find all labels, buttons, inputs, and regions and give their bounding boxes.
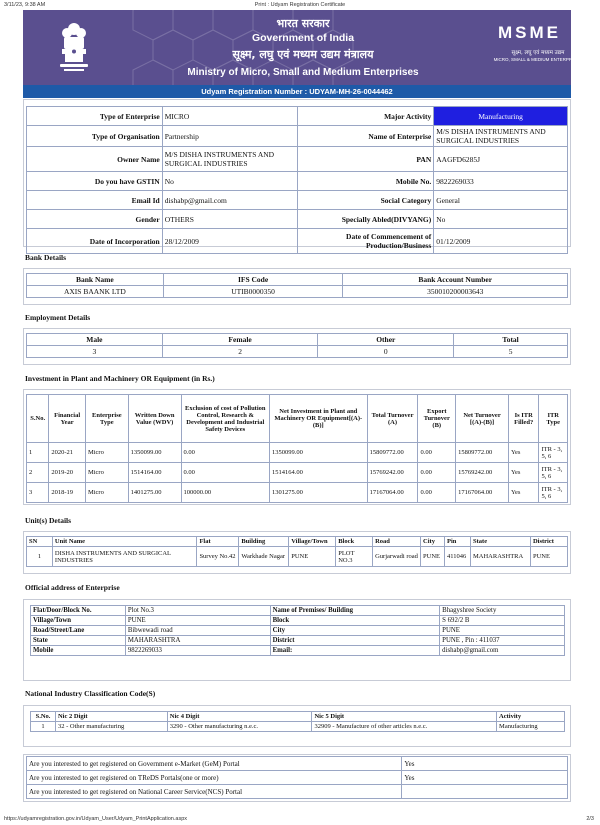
bank-details-heading: Bank Details <box>25 253 67 262</box>
export-turnover-header: Export Turnover (B) <box>418 395 456 443</box>
address-value: MAHARASHTRA <box>125 636 270 646</box>
type-of-enterprise-value: MICRO <box>162 107 298 126</box>
unit-cell: PUNE <box>530 547 567 567</box>
unit-flat-header: Flat <box>197 537 239 547</box>
table-row <box>27 443 568 463</box>
treds-portal-answer: Yes <box>402 771 568 785</box>
investment-cell: 1514164.00 <box>128 463 181 483</box>
table-row <box>27 191 568 210</box>
table-row <box>27 785 568 799</box>
investment-cell: 0.00 <box>181 443 269 463</box>
government-title: Government of India <box>251 32 355 44</box>
nic-cell: 32 - Other manufacturing <box>55 722 167 732</box>
investment-cell: Micro <box>85 443 128 463</box>
address-label: Flat/Door/Block No. <box>31 606 126 616</box>
other-header: Other <box>318 334 454 346</box>
investment-cell: Yes <box>508 463 539 483</box>
unit-cell: 411046 <box>445 547 471 567</box>
total-header: Total <box>454 334 568 346</box>
address-label: Village/Town <box>31 616 126 626</box>
address-value: Plot No.3 <box>125 606 270 616</box>
email-value: dishabp@gmail.com <box>162 191 298 210</box>
print-datetime: 3/11/23, 9:38 AM <box>4 2 46 8</box>
investment-cell: ITR - 3, 5, 6 <box>539 483 568 503</box>
mobile-value: 9822269033 <box>434 172 568 191</box>
table-row <box>27 346 568 358</box>
account-number-header: Bank Account Number <box>343 274 568 286</box>
female-header: Female <box>162 334 318 346</box>
investment-cell: 1350099.00 <box>128 443 181 463</box>
major-activity-value: Manufacturing <box>434 107 568 126</box>
unit-building-header: Building <box>239 537 289 547</box>
employment-details-table <box>26 333 568 358</box>
table-row <box>27 274 568 286</box>
table-row <box>31 606 565 616</box>
nic-cell: 32909 - Manufacture of other articles n.e.c. <box>312 722 497 732</box>
investment-cell: Yes <box>508 443 539 463</box>
email-label: Email Id <box>27 191 163 210</box>
social-category-label: Social Category <box>298 191 434 210</box>
male-header: Male <box>27 334 163 346</box>
account-number-value: 350010200003643 <box>343 286 568 298</box>
table-row <box>31 646 565 656</box>
investment-cell: ITR - 3, 5, 6 <box>539 443 568 463</box>
table-row <box>31 722 565 732</box>
table-row <box>27 395 568 443</box>
nic-5-digit-header: Nic 5 Digit <box>312 712 497 722</box>
unit-state-header: State <box>471 537 531 547</box>
page-url: https://udyamregistration.gov.in/Udyam_User/Udyam_PrintApplication.aspx <box>4 816 188 822</box>
nic-table <box>30 711 565 732</box>
msme-logo-text: MSME <box>498 23 561 42</box>
address-label: District <box>270 636 440 646</box>
investment-cell: 15809772.00 <box>456 443 509 463</box>
gender-value: OTHERS <box>162 210 298 229</box>
wdv-header: Written Down Value (WDV) <box>128 395 181 443</box>
unit-details-heading: Unit(s) Details <box>25 516 72 525</box>
address-value: PUNE <box>125 616 270 626</box>
address-label: Road/Street/Lane <box>31 626 126 636</box>
official-address-heading: Official address of Enterprise <box>25 583 120 592</box>
investment-cell: Micro <box>85 463 128 483</box>
other-value: 0 <box>318 346 454 358</box>
enterprise-details-table <box>26 106 568 254</box>
unit-cell: Survey No.42 <box>197 547 239 567</box>
table-row <box>27 147 568 172</box>
gstin-value: No <box>162 172 298 191</box>
bank-name-value: AXIS BAANK LTD <box>27 286 164 298</box>
social-category-value: General <box>434 191 568 210</box>
msme-logo-hindi: सूक्ष्म, लघु एवं मध्यम उद्यम <box>511 50 565 56</box>
unit-cell: PUNE <box>289 547 336 567</box>
table-row <box>27 771 568 785</box>
address-value: 9822269033 <box>125 646 270 656</box>
gender-label: Gender <box>27 210 163 229</box>
investment-cell: 0.00 <box>418 443 456 463</box>
incorporation-date-label: Date of Incorporation <box>27 229 163 254</box>
ifs-code-header: IFS Code <box>163 274 343 286</box>
address-value: PUNE <box>440 626 565 636</box>
treds-portal-question: Are you interested to get registered on TReDS Portals(one or more) <box>27 771 402 785</box>
table-row <box>27 757 568 771</box>
investment-cell: 2018-19 <box>49 483 86 503</box>
type-of-enterprise-label: Type of Enterprise <box>27 107 163 126</box>
address-label: Email: <box>270 646 440 656</box>
exclusion-cost-header: Exclusion of cost of Pollution Control, Research & Development and Industrial Safety Devices <box>181 395 269 443</box>
investment-cell: 2 <box>27 463 49 483</box>
nic-cell: 1 <box>31 722 56 732</box>
itr-type-header: ITR Type <box>539 395 568 443</box>
table-row <box>27 334 568 346</box>
table-row <box>27 537 568 547</box>
nic-sno-header: S.No. <box>31 712 56 722</box>
investment-cell: 1401275.00 <box>128 483 181 503</box>
table-row <box>27 229 568 254</box>
investment-table <box>26 394 568 503</box>
unit-cell: Warkhade Nagar <box>239 547 289 567</box>
investment-cell: 15769242.00 <box>456 463 509 483</box>
address-value: S 692/2 B <box>440 616 565 626</box>
investment-cell: 1301275.00 <box>270 483 368 503</box>
nic-activity-header: Activity <box>497 712 565 722</box>
investment-cell: ITR - 3, 5, 6 <box>539 463 568 483</box>
investment-cell: 2020-21 <box>49 443 86 463</box>
itr-filled-header: Is ITR Filled? <box>508 395 539 443</box>
address-value: dishabp@gmail.com <box>440 646 565 656</box>
official-address-table <box>30 605 565 656</box>
employment-details-heading: Employment Details <box>25 313 91 322</box>
pan-value: AAGFD6285J <box>434 147 568 172</box>
national-emblem-icon <box>56 20 92 76</box>
investment-cell: 1514164.00 <box>270 463 368 483</box>
government-banner <box>23 10 583 85</box>
investment-cell: Micro <box>85 483 128 503</box>
nic-cell: Manufacturing <box>497 722 565 732</box>
table-row <box>27 210 568 229</box>
name-of-enterprise-label: Name of Enterprise <box>298 126 434 147</box>
male-value: 3 <box>27 346 163 358</box>
address-value: Bibwewadi road <box>125 626 270 636</box>
unit-cell: PLOT NO.3 <box>336 547 373 567</box>
investment-cell: 0.00 <box>418 463 456 483</box>
print-footer <box>0 813 600 825</box>
unit-pin-header: Pin <box>445 537 471 547</box>
investment-cell: 15769242.00 <box>367 463 418 483</box>
hindi-government-title: भारत सरकार <box>276 17 330 30</box>
divyang-value: No <box>434 210 568 229</box>
address-label: Mobile <box>31 646 126 656</box>
ncs-portal-answer <box>402 785 568 799</box>
enterprise-type-header: Enterprise Type <box>85 395 128 443</box>
address-label: City <box>270 626 440 636</box>
investment-cell: 0.00 <box>181 463 269 483</box>
investment-cell: 17167064.00 <box>456 483 509 503</box>
pan-label: PAN <box>298 147 434 172</box>
ministry-title: Ministry of Micro, Small and Medium Enterprises <box>187 67 419 78</box>
investment-cell: 1350099.00 <box>270 443 368 463</box>
nic-4-digit-header: Nic 4 Digit <box>167 712 312 722</box>
table-row <box>31 626 565 636</box>
commencement-date-label: Date of Commencement of Production/Business <box>298 229 434 254</box>
unit-road-header: Road <box>373 537 421 547</box>
address-value: Bhagyshree Society <box>440 606 565 616</box>
nic-heading: National Industry Classification Code(S) <box>25 689 156 698</box>
nic-2-digit-header: Nic 2 Digit <box>55 712 167 722</box>
total-value: 5 <box>454 346 568 358</box>
divyang-label: Specially Abled(DIVYANG) <box>298 210 434 229</box>
unit-block-header: Block <box>336 537 373 547</box>
gstin-label: Do you have GSTIN <box>27 172 163 191</box>
unit-cell: PUNE <box>421 547 445 567</box>
print-title: Print : Udyam Registration Certificate <box>254 2 346 8</box>
investment-cell: 100000.00 <box>181 483 269 503</box>
table-row <box>27 463 568 483</box>
table-row <box>31 636 565 646</box>
commencement-date-value: 01/12/2009 <box>434 229 568 254</box>
address-label: Name of Premises/ Building <box>270 606 440 616</box>
address-label: Block <box>270 616 440 626</box>
table-row <box>27 483 568 503</box>
investment-cell: 1 <box>27 443 49 463</box>
table-row <box>27 286 568 298</box>
gem-portal-question: Are you interested to get registered on Government e-Market (GeM) Portal <box>27 757 402 771</box>
type-of-organisation-value: Partnership <box>162 126 298 147</box>
owner-name-label: Owner Name <box>27 147 163 172</box>
financial-year-header: Financial Year <box>49 395 86 443</box>
mobile-label: Mobile No. <box>298 172 434 191</box>
portals-table <box>26 756 568 799</box>
table-row <box>27 126 568 147</box>
unit-cell: DISHA INSTRUMENTS AND SURGICAL INDUSTRIES <box>52 547 197 567</box>
msme-logo-english: MICRO, SMALL & MEDIUM ENTERPRISES <box>493 57 583 62</box>
investment-heading: Investment in Plant and Machinery OR Equipment (in Rs.) <box>25 374 215 383</box>
address-label: State <box>31 636 126 646</box>
type-of-organisation-label: Type of Organisation <box>27 126 163 147</box>
investment-cell: 0.00 <box>418 483 456 503</box>
major-activity-label: Major Activity <box>298 107 434 126</box>
msme-logo <box>498 24 578 42</box>
name-of-enterprise-value: M/S DISHA INSTRUMENTS AND SURGICAL INDUSTRIES <box>434 126 568 147</box>
unit-cell: Gurjarwadi road <box>373 547 421 567</box>
investment-cell: 17167064.00 <box>367 483 418 503</box>
unit-village-header: Village/Town <box>289 537 336 547</box>
unit-city-header: City <box>421 537 445 547</box>
incorporation-date-value: 28/12/2009 <box>162 229 298 254</box>
net-investment-header: Net Investment in Plant and Machinery OR Equipment[(A)-(B)] <box>270 395 368 443</box>
table-row <box>27 172 568 191</box>
investment-cell: 2019-20 <box>49 463 86 483</box>
unit-details-table <box>26 536 568 567</box>
gem-portal-answer: Yes <box>402 757 568 771</box>
investment-cell: 15809772.00 <box>367 443 418 463</box>
unit-cell: 1 <box>27 547 53 567</box>
bank-details-table <box>26 273 568 298</box>
female-value: 2 <box>162 346 318 358</box>
investment-cell: Yes <box>508 483 539 503</box>
net-turnover-header: Net Turnover [(A)-(B)] <box>456 395 509 443</box>
unit-district-header: District <box>530 537 567 547</box>
owner-name-value: M/S DISHA INSTRUMENTS AND SURGICAL INDUSTRIES <box>162 147 298 172</box>
nic-cell: 3290 - Other manufacturing n.e.c. <box>167 722 312 732</box>
ifs-code-value: UTIB0000350 <box>163 286 343 298</box>
table-row <box>31 616 565 626</box>
udyam-registration-number: Udyam Registration Number : UDYAM-MH-26-0044462 <box>23 85 571 98</box>
bank-name-header: Bank Name <box>27 274 164 286</box>
ncs-portal-question: Are you interested to get registered on National Career Service(NCS) Portal <box>27 785 402 799</box>
address-value: PUNE , Pin : 411037 <box>440 636 565 646</box>
page-number: 2/3 <box>586 816 594 822</box>
hindi-ministry-title: सूक्ष्म, लघु एवं मध्यम उद्यम मंत्रालय <box>232 48 374 61</box>
investment-cell: 3 <box>27 483 49 503</box>
table-row <box>27 107 568 126</box>
unit-sn-header: SN <box>27 537 53 547</box>
unit-name-header: Unit Name <box>52 537 197 547</box>
table-row <box>31 712 565 722</box>
unit-cell: MAHARASHTRA <box>471 547 531 567</box>
table-row <box>27 547 568 567</box>
total-turnover-header: Total Turnover (A) <box>367 395 418 443</box>
investment-sno-header: S.No. <box>27 395 49 443</box>
